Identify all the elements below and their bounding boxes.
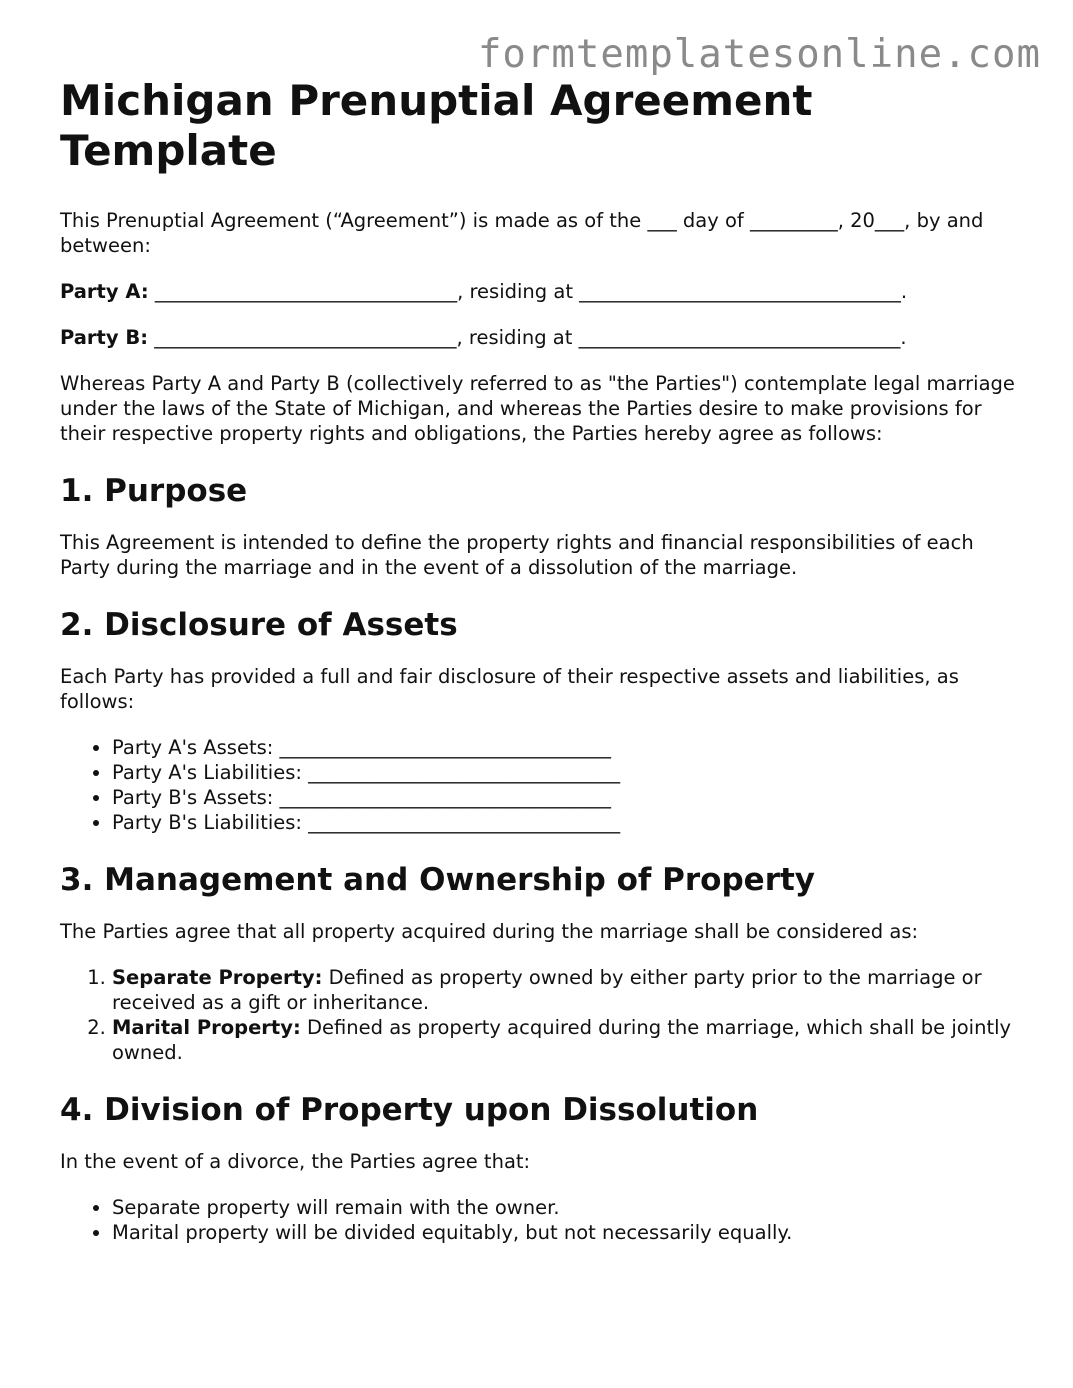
division-list	[60, 1195, 1020, 1245]
party-b-line	[60, 325, 1020, 350]
party-a-label: Party A:	[60, 280, 149, 303]
list-item	[112, 965, 1020, 1015]
section-heading-disclosure: 2. Disclosure of Assets	[60, 607, 458, 643]
page-title: Michigan Prenuptial Agreement Template	[60, 76, 813, 175]
document-page	[60, 76, 1020, 1266]
list-item: • Party A's Assets: __________________________________	[112, 735, 1020, 760]
section-heading-division: 4. Division of Property upon Dissolution	[60, 1092, 759, 1128]
section-body-purpose: This Agreement is intended to define the property rights and financial responsibilities of each Party during the marriage and in the event of a dissolution of the marriage.	[60, 531, 974, 579]
section-heading-management: 3. Management and Ownership of Property	[60, 862, 816, 898]
term-label: Marital Property:	[112, 1016, 301, 1039]
list-item: • Party B's Assets: __________________________________	[112, 785, 1020, 810]
party-b-label: Party B:	[60, 326, 149, 349]
disclosure-list	[60, 735, 1020, 835]
term-label: Separate Property:	[112, 966, 323, 989]
whereas-paragraph: Whereas Party A and Party B (collectively referred to as "the Parties") contemplate legal marriage under the laws of the State of Michigan, and whereas the Parties desire to make provisions for their respective property rights and obligations, the Parties hereby agree as follows:	[60, 372, 1015, 445]
party-a-line	[60, 279, 1020, 304]
party-b-text: _______________________________, residing at _________________________________.	[148, 326, 907, 349]
section-body-division: In the event of a divorce, the Parties agree that:	[60, 1150, 531, 1173]
term-definition: Defined as property owned by either party prior to the marriage or received as a gift or inheritance.	[112, 966, 982, 1014]
property-types-list	[60, 965, 1020, 1065]
list-item: • Marital property will be divided equitably, but not necessarily equally.	[112, 1220, 1020, 1245]
party-a-text: _______________________________, residing at _________________________________.	[148, 280, 908, 303]
list-item: • Party A's Liabilities: ________________________________	[112, 760, 1020, 785]
term-definition: Defined as property acquired during the marriage, which shall be jointly owned.	[112, 1016, 1012, 1064]
section-body-management: The Parties agree that all property acquired during the marriage shall be considered as:	[60, 920, 919, 943]
watermark: formtemplatesonline.com	[477, 32, 1041, 77]
list-item: • Separate property will remain with the owner.	[112, 1195, 1020, 1220]
section-heading-purpose: 1. Purpose	[60, 473, 248, 509]
list-item: • Party B's Liabilities: ________________________________	[112, 810, 1020, 835]
intro-paragraph: This Prenuptial Agreement (“Agreement”) is made as of the ___ day of _________, 20___, by and between:	[60, 209, 984, 257]
list-item	[112, 1015, 1020, 1065]
section-body-disclosure: Each Party has provided a full and fair disclosure of their respective assets and liabilities, as follows:	[60, 665, 959, 713]
